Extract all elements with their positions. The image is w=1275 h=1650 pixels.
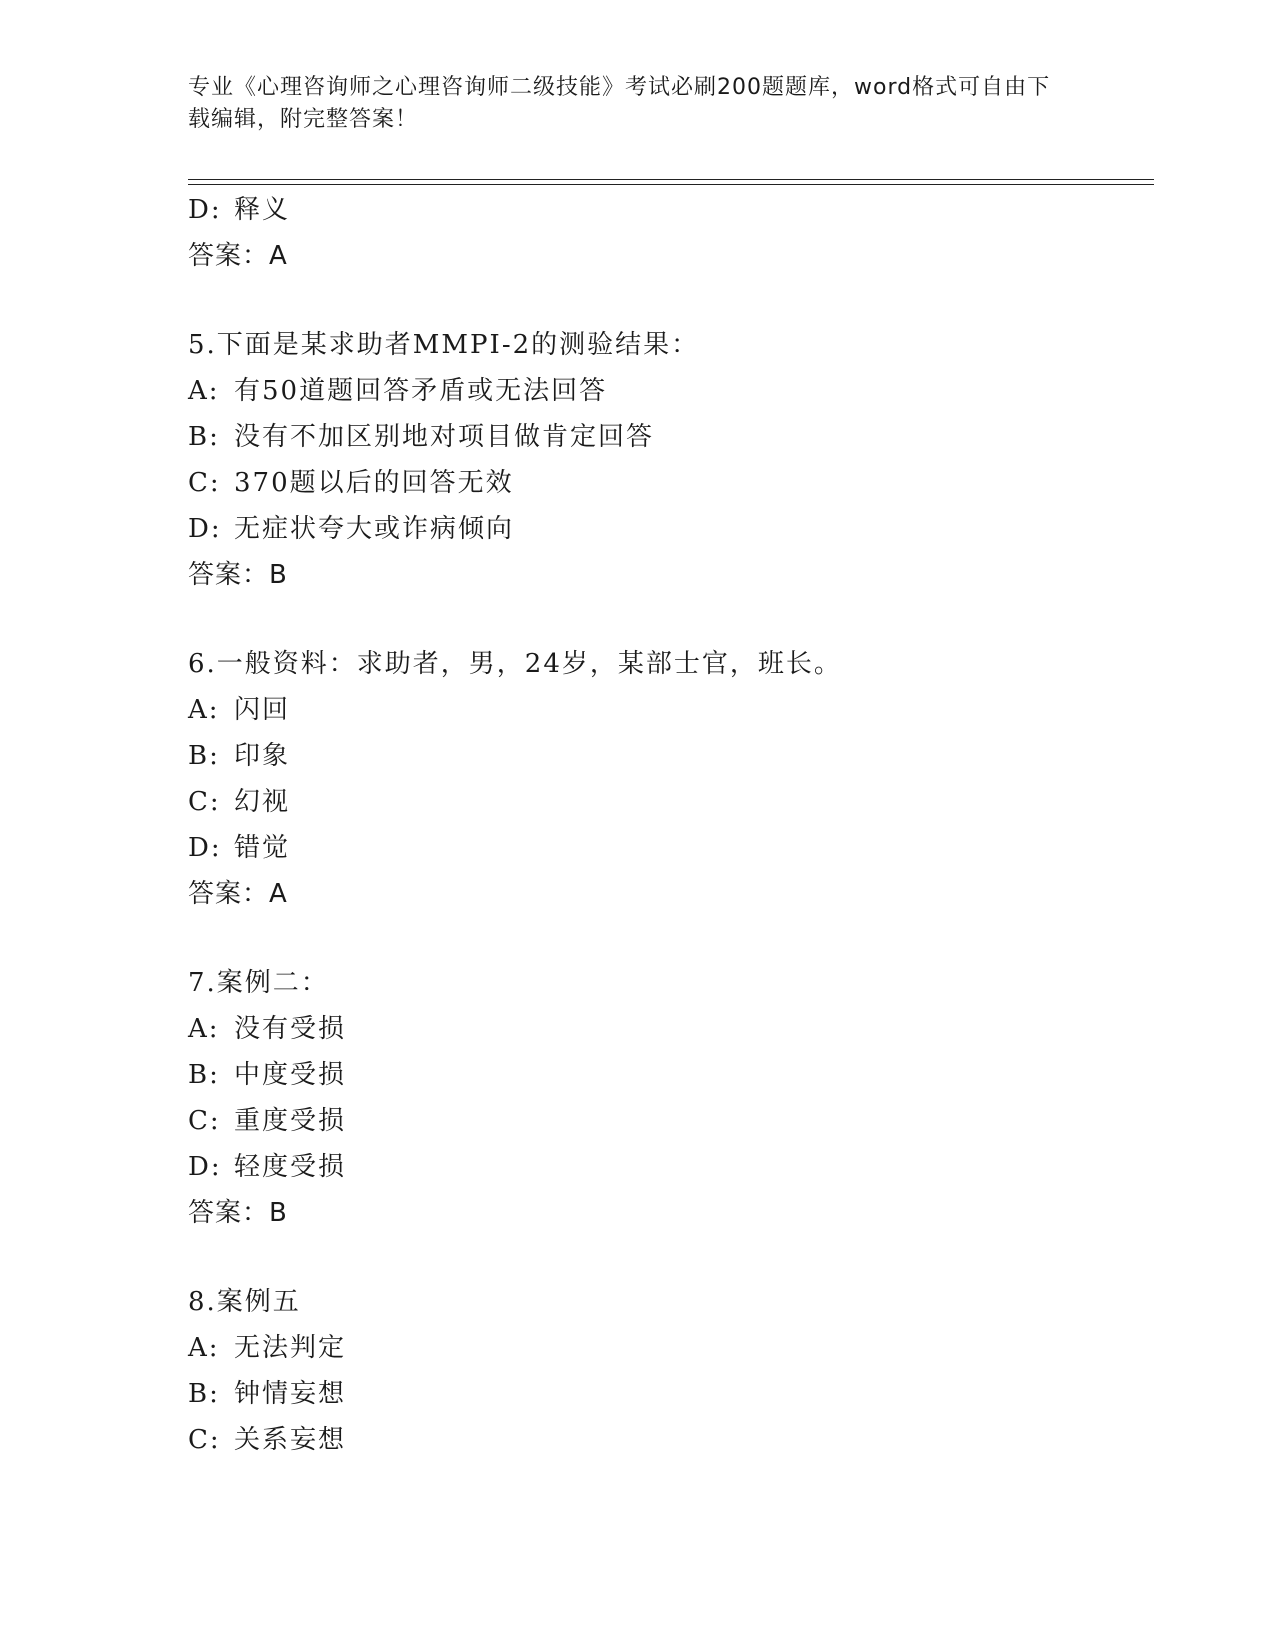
question-text: 7.案例二：: [188, 968, 329, 998]
option-label: C:: [188, 1106, 221, 1136]
answer-line: 答案：B: [188, 560, 288, 590]
option-text: 没有不加区别地对项目做肯定回答: [234, 422, 655, 452]
option-label: D:: [188, 833, 222, 863]
header-rule-bottom: [188, 184, 1154, 185]
option-line: [188, 779, 1154, 825]
option-text: 钟情妄想: [234, 1379, 347, 1409]
option-text: 轻度受损: [234, 1152, 347, 1182]
option-line: [188, 460, 1154, 506]
option-text: 重度受损: [234, 1106, 347, 1136]
option-line: [188, 1325, 1154, 1371]
option-label: D:: [188, 1152, 222, 1182]
option-label: A:: [188, 376, 220, 406]
question-text: 5.下面是某求助者MMPI-2的测验结果：: [188, 330, 700, 360]
option-line: [188, 1417, 1154, 1463]
option-line: [188, 1006, 1154, 1052]
option-label: D:: [188, 514, 222, 544]
option-text: 释义: [234, 195, 291, 225]
option-text: 中度受损: [234, 1060, 347, 1090]
option-label: C:: [188, 1425, 221, 1455]
option-label: B:: [188, 422, 220, 452]
option-label: C:: [188, 468, 221, 498]
question-text: 6.一般资料：求助者，男，24岁，某部士官，班长。: [188, 649, 842, 679]
option-line: [188, 1144, 1154, 1190]
option-line: [188, 506, 1154, 552]
option-text: 有50道题回答矛盾或无法回答: [234, 376, 608, 406]
option-text: 幻视: [234, 787, 291, 817]
option-text: 关系妄想: [234, 1425, 347, 1455]
option-line: [188, 825, 1154, 871]
option-line: [188, 1371, 1154, 1417]
option-line: [188, 368, 1154, 414]
option-label: A:: [188, 695, 220, 725]
option-text: 无症状夸大或诈病倾向: [234, 514, 515, 544]
option-line: [188, 1052, 1154, 1098]
option-text: 错觉: [234, 833, 291, 863]
option-line: [188, 687, 1154, 733]
option-label: B:: [188, 1379, 220, 1409]
answer-line: 答案：B: [188, 1198, 288, 1228]
option-label: A:: [188, 1014, 220, 1044]
option-text: 印象: [234, 741, 291, 771]
option-label: B:: [188, 1060, 220, 1090]
option-line: [188, 733, 1154, 779]
option-text: 闪回: [234, 695, 291, 725]
question-text: 8.案例五: [188, 1287, 301, 1317]
option-line: [188, 187, 1154, 233]
option-label: C:: [188, 787, 221, 817]
option-line: [188, 414, 1154, 460]
question-list: [188, 187, 1154, 1463]
answer-line: 答案：A: [188, 879, 288, 909]
option-text: 无法判定: [234, 1333, 347, 1363]
option-label: A:: [188, 1333, 220, 1363]
answer-line: 答案：A: [188, 241, 288, 271]
header-rule-top: [188, 179, 1154, 180]
option-line: [188, 1098, 1154, 1144]
option-label: B:: [188, 741, 220, 771]
option-text: 没有受损: [234, 1014, 347, 1044]
option-text: 370题以后的回答无效: [234, 468, 514, 498]
document-header: 专业《心理咨询师之心理咨询师二级技能》考试必刷200题题库，word格式可自由下载编辑，附完整答案！: [188, 75, 1051, 132]
option-label: D:: [188, 195, 222, 225]
